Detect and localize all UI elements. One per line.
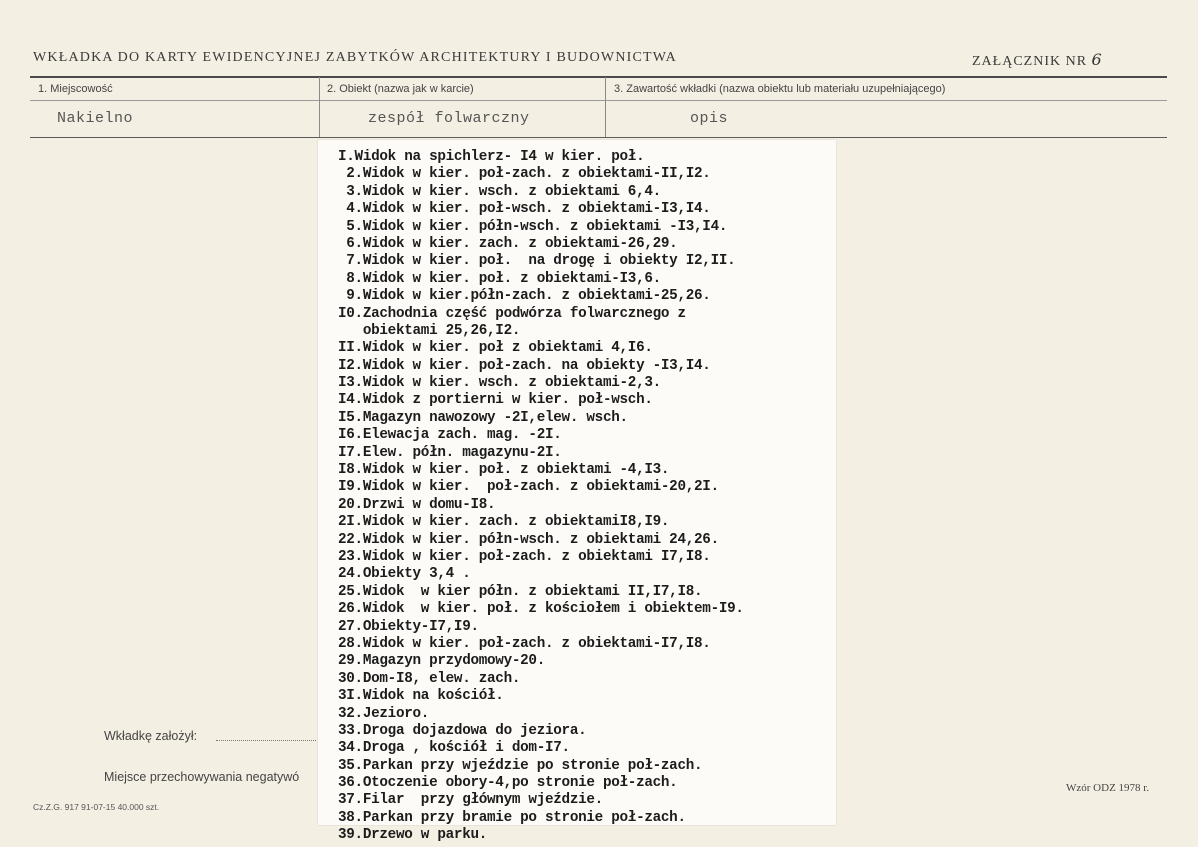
typed-line: 25.Widok w kier półn. z obiektami II,I7,I8.	[338, 583, 703, 600]
typed-line: 27.Obiekty-I7,I9.	[338, 618, 479, 635]
typed-line: 30.Dom-I8, elew. zach.	[338, 670, 521, 687]
typed-line: II.Widok w kier. poł z obiektami 4,I6.	[338, 340, 653, 357]
typed-line: 24.Obiekty 3,4 .	[338, 566, 471, 583]
typed-line: 5.Widok w kier. półn-wsch. z obiektami -I3,I4.	[338, 218, 728, 235]
typed-line: 2I.Widok w kier. zach. z obiektamiI8,I9.	[338, 514, 670, 531]
typed-line: 9.Widok w kier.półn-zach. z obiektami-25,26.	[338, 288, 711, 305]
typed-line: I4.Widok z portierni w kier. poł-wsch.	[338, 392, 653, 409]
print-info: Cz.Z.G. 917 91-07-15 40.000 szt.	[33, 802, 160, 812]
typed-line: 26.Widok w kier. poł. z kościołem i obiektem-I9.	[338, 601, 744, 618]
typed-line: 3.Widok w kier. wsch. z obiektami 6,4.	[338, 183, 661, 200]
created-by-label: Wkładkę założył:	[104, 729, 198, 743]
typed-line: obiektami 25,26,I2.	[338, 322, 521, 339]
attachment-label: ZAŁĄCZNIK NR	[972, 54, 1088, 69]
typed-line: 33.Droga dojazdowa do jeziora.	[338, 722, 587, 739]
field-divider-1	[319, 77, 320, 137]
typed-line: I.Widok na spichlerz- I4 w kier. poł.	[338, 149, 645, 165]
typed-line: I7.Elew. półn. magazynu-2I.	[338, 444, 562, 461]
attachment-number-value: 6	[1091, 50, 1103, 69]
typed-line: 39.Drzewo w parku.	[338, 827, 488, 844]
typed-line: I6.Elewacja zach. mag. -2I.	[338, 427, 562, 444]
form-title: WKŁADKA DO KARTY EWIDENCYJNEJ ZABYTKÓW ARCHITEKTURY I BUDOWNICTWA	[33, 50, 677, 65]
object-label: 2. Obiekt (nazwa jak w karcie)	[327, 83, 474, 95]
typed-line: I9.Widok w kier. poł-zach. z obiektami-20,2I.	[338, 479, 719, 496]
typed-line: I2.Widok w kier. poł-zach. na obiekty -I3,I4.	[338, 357, 711, 374]
typed-line: 8.Widok w kier. poł. z obiektami-I3,6.	[338, 270, 661, 287]
content-value: opis	[690, 110, 729, 127]
template-info: Wzór ODZ 1978 r.	[1066, 782, 1150, 794]
field-divider-2	[605, 77, 606, 137]
object-value: zespół folwarczny	[368, 110, 530, 127]
label-rule	[30, 100, 1167, 101]
fields-bottom-rule	[30, 137, 1167, 138]
typed-description-list	[338, 149, 744, 845]
typed-line: I0.Zachodnia część podwórza folwarcznego z	[338, 305, 686, 322]
typed-line: 7.Widok w kier. poł. na drogę i obiekty I2,II.	[338, 253, 736, 270]
typed-line: 2.Widok w kier. poł-zach. z obiektami-II,I2.	[338, 166, 711, 183]
typed-line: 3I.Widok na kościół.	[338, 688, 504, 705]
typed-line: 34.Droga , kościół i dom-I7.	[338, 740, 570, 757]
typed-line: 4.Widok w kier. poł-wsch. z obiektami-I3,I4.	[338, 201, 711, 218]
typed-line: 28.Widok w kier. poł-zach. z obiektami-I7,I8.	[338, 635, 711, 652]
negatives-location-label: Miejsce przechowywania negatywó	[104, 770, 300, 784]
content-label: 3. Zawartość wkładki (nazwa obiektu lub materiału uzupełniającego)	[614, 83, 946, 95]
typed-line: I3.Widok w kier. wsch. z obiektami-2,3.	[338, 375, 661, 392]
typed-line: 23.Widok w kier. poł-zach. z obiektami I7,I8.	[338, 548, 711, 565]
header-rule	[30, 76, 1167, 78]
typed-line: 29.Magazyn przydomowy-20.	[338, 653, 545, 670]
locality-label: 1. Miejscowość	[38, 83, 113, 95]
attachment-number	[972, 50, 1103, 70]
typed-line: 20.Drzwi w domu-I8.	[338, 496, 496, 513]
typed-line: 37.Filar przy głównym wjeździe.	[338, 792, 603, 809]
created-by-line	[216, 740, 316, 741]
locality-value: Nakielno	[57, 110, 134, 127]
typed-line: 22.Widok w kier. półn-wsch. z obiektami 24,26.	[338, 531, 719, 548]
typed-line: 38.Parkan przy bramie po stronie poł-zach.	[338, 809, 686, 826]
typed-line: I8.Widok w kier. poł. z obiektami -4,I3.	[338, 462, 670, 479]
typed-line: 36.Otoczenie obory-4,po stronie poł-zach.	[338, 775, 678, 792]
typed-line: 6.Widok w kier. zach. z obiektami-26,29.	[338, 235, 678, 252]
typed-line: I5.Magazyn nawozowy -2I,elew. wsch.	[338, 409, 628, 426]
typed-line: 35.Parkan przy wjeździe po stronie poł-zach.	[338, 757, 703, 774]
typed-line: 32.Jezioro.	[338, 705, 430, 722]
